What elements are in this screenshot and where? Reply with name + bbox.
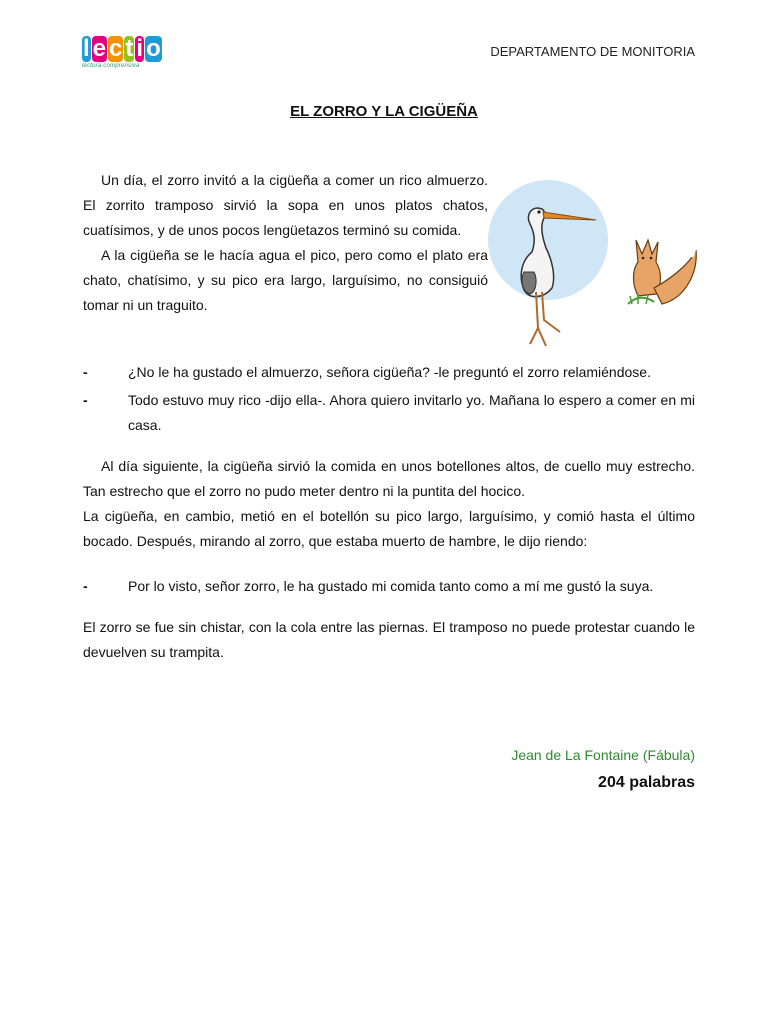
intro-paragraph: A la cigüeña se le hacía agua el pico, pero como el plato era chato, chatísimo, y su pico era largo, larguísimo, no consiguió tomar ni un traguito.	[83, 247, 488, 313]
dialog-dash: -	[83, 392, 88, 408]
dialog-text: ¿No le ha gustado el almuerzo, señora cigüeña? -le preguntó el zorro relamiéndose.	[128, 364, 651, 380]
dialog-text: Todo estuvo muy rico -dijo ella-. Ahora quiero invitarlo yo. Mañana lo espero a comer en mi casa.	[128, 392, 695, 433]
lectio-logo	[82, 36, 162, 72]
logo-letter: o	[146, 35, 161, 62]
logo-letter: c	[109, 35, 123, 62]
department-label: DEPARTAMENTO DE MONITORIA	[490, 44, 695, 59]
dialog-line	[83, 360, 695, 385]
word-count: 204 palabras	[598, 774, 695, 791]
closing-paragraph: El zorro se fue sin chistar, con la cola entre las piernas. El tramposo no puede protestar cuando le devuelven su trampita.	[83, 619, 695, 660]
logo-letter: e	[92, 35, 107, 62]
story-paragraph: Al día siguiente, la cigüeña sirvió la comida en unos botellones altos, de cuello muy estrecho. Tan estrecho que el zorro no pudo meter dentro ni la puntita del hocico.	[83, 458, 695, 499]
logo-letter: t	[125, 35, 134, 62]
dialog-dash: -	[83, 578, 88, 594]
author-credit: Jean de La Fontaine (Fábula)	[511, 747, 695, 763]
intro-paragraph: Un día, el zorro invitó a la cigüeña a comer un rico almuerzo. El zorrito tramposo sirvió la sopa en unos platos chatos, cuatísimos, y de unos pocos lengüetazos terminó su comida.	[83, 172, 488, 238]
dialog-line	[83, 574, 695, 599]
logo-letters	[82, 36, 162, 62]
page-title: EL ZORRO Y LA CIGÜEÑA	[290, 103, 478, 120]
stork-fox-illustration	[486, 180, 702, 355]
logo-letter: i	[136, 35, 144, 62]
intro-text	[83, 168, 488, 318]
logo-tagline: lectura comprensiva	[82, 63, 140, 69]
fox-icon	[628, 240, 697, 304]
dialog-dash: -	[83, 364, 88, 380]
dialog-text: Por lo visto, señor zorro, le ha gustado mi comida tanto como a mí me gustó la suya.	[128, 578, 654, 594]
story-paragraph: La cigüeña, en cambio, metió en el botellón su pico largo, larguísimo, y comió hasta el último bocado. Después, mirando al zorro, que estaba muerto de hambre, le dijo riendo:	[83, 508, 695, 549]
logo-letter: l	[83, 35, 90, 62]
story-body	[83, 360, 695, 665]
dialog-line	[83, 388, 695, 438]
